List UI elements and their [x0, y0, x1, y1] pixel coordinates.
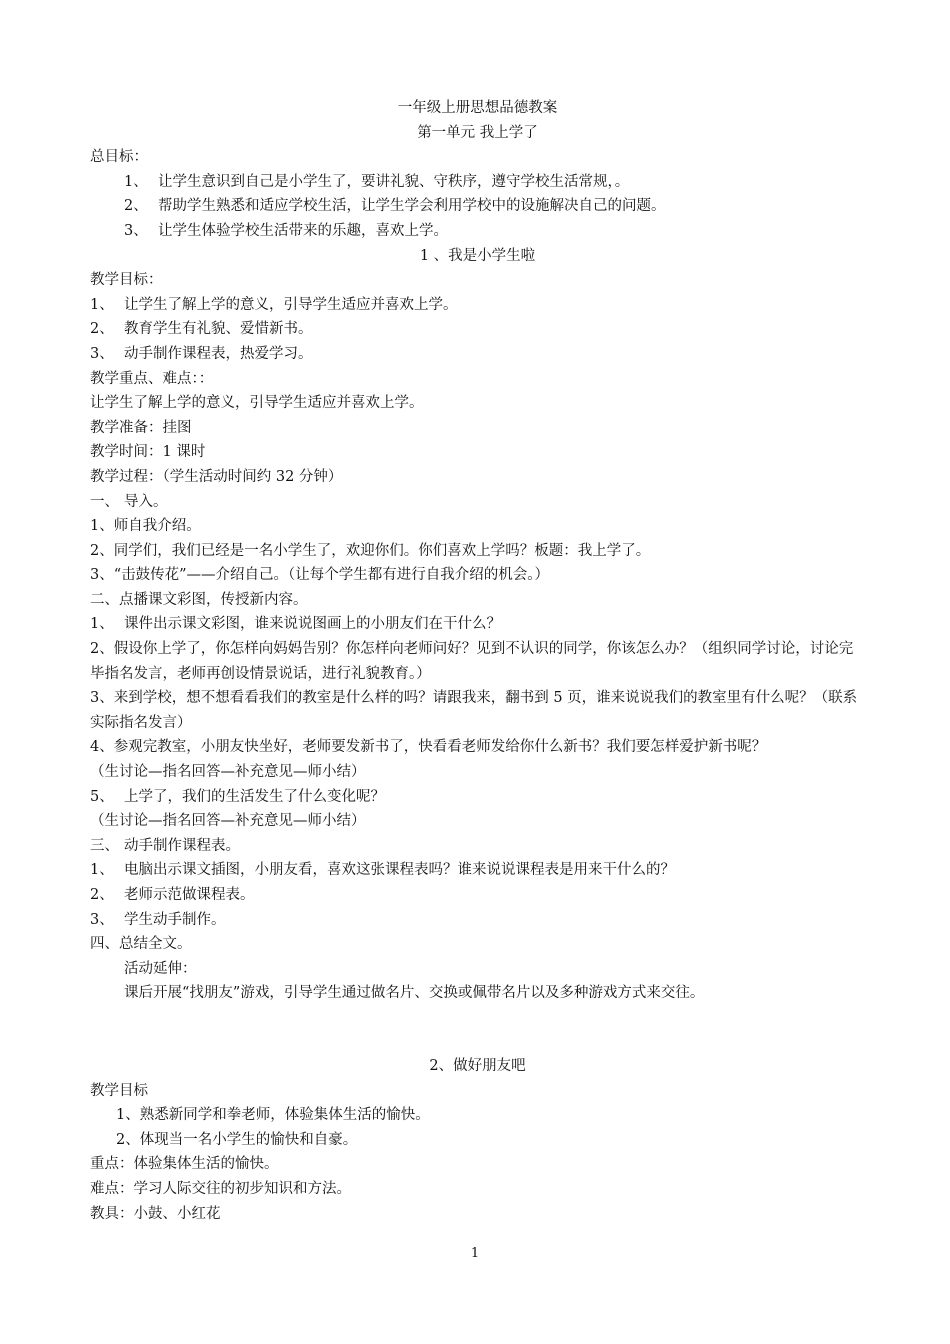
item-text: 让学生体验学校生活带来的乐趣，喜欢上学。	[158, 222, 448, 239]
extension-label: 活动延伸：	[124, 960, 197, 977]
item-number: 3、	[124, 222, 148, 239]
section-heading: 二、点播课文彩图，传授新内容。	[90, 591, 308, 608]
lesson1-goal-label: 教学目标：	[90, 272, 163, 289]
item-text: 教育学生有礼貌、爱惜新书。	[124, 321, 313, 338]
list-item: 2、假设你上学了，你怎样向妈妈告别？你怎样向老师问好？见到不认识的同学，你该怎么办？（组织同学讨论，讨论完毕指名发言，老师再创设情景说话，进行礼貌教育。）	[90, 641, 854, 682]
item-text: 动手制作课程表，热爱学习。	[124, 345, 313, 362]
lesson2-tools: 教具：小鼓、小红花	[90, 1205, 221, 1222]
teaching-time: 教学时间：1 课时	[90, 444, 206, 461]
lesson2-difficulty: 难点：学习人际交往的初步知识和方法。	[90, 1180, 351, 1197]
list-item: 3、“击鼓传花”——介绍自己。（让每个学生都有进行自我介绍的机会。）	[90, 567, 550, 584]
section-spacer	[90, 1006, 865, 1054]
item-number: 1、	[90, 296, 114, 313]
list-item	[90, 858, 865, 883]
item-number: 3、	[90, 345, 114, 362]
document-body	[90, 96, 865, 1226]
list-item: 1、师自我介绍。	[90, 518, 201, 535]
lesson1-goal-item	[90, 342, 865, 367]
list-item	[90, 908, 865, 933]
item-number: 1、	[90, 862, 114, 879]
key-points-label: 教学重点、难点：：	[90, 370, 214, 387]
lesson2-goal-label: 教学目标	[90, 1082, 148, 1099]
overall-goal-item	[90, 219, 865, 244]
document-title: 一年级上册思想品德教案	[397, 100, 558, 116]
section-number: 一、	[90, 493, 119, 510]
item-text: 学生动手制作。	[124, 911, 226, 928]
item-number: 2、	[124, 198, 148, 215]
teaching-preparation: 教学准备：挂图	[90, 419, 192, 436]
item-text: 老师示范做课程表。	[124, 887, 255, 903]
list-item	[90, 883, 865, 908]
section-heading	[90, 490, 865, 515]
overall-goal-item	[90, 194, 865, 219]
lesson2-title: 2、做好朋友吧	[429, 1057, 526, 1074]
lesson2-goal-item: 1、熟悉新同学和拳老师，体验集体生活的愉快。	[116, 1107, 430, 1124]
list-item	[90, 785, 865, 810]
lesson1-title: 1 、我是小学生啦	[419, 247, 536, 264]
item-text: 让学生了解上学的意义，引导学生适应并喜欢上学。	[124, 296, 458, 313]
list-item: 4、参观完教室，小朋友快坐好，老师要发新书了，快看看老师发给你什么新书？我们要怎样爱护新书呢？	[90, 739, 767, 756]
lesson1-goal-item	[90, 293, 865, 318]
key-points-text: 让学生了解上学的意义，引导学生适应并喜欢上学。	[90, 395, 424, 412]
item-text: 上学了，我们的生活发生了什么变化呢？	[124, 788, 385, 805]
section-number: 三、	[90, 837, 119, 854]
overall-goal-item	[90, 170, 865, 195]
teaching-process: 教学过程：（学生活动时间约 32 分钟）	[90, 468, 343, 485]
item-text: 电脑出示课文插图，小朋友看，喜欢这张课程表吗？谁来说说课程表是用来干什么的？	[124, 862, 675, 879]
item-text: 帮助学生熟悉和适应学校生活，让学生学会利用学校中的设施解决自己的问题。	[158, 198, 666, 215]
lesson1-goal-item	[90, 317, 865, 342]
list-item: 3、来到学校，想不想看看我们的教室是什么样的吗？请跟我来，翻书到 5 页，谁来说说我们的教室里有什么呢？（联系实际指名发言）	[90, 690, 858, 731]
section-text: 导入。	[124, 493, 168, 510]
list-item-note: （生讨论—指名回答—补充意见—师小结）	[90, 813, 366, 830]
section-text: 动手制作课程表。	[124, 837, 240, 854]
extension-text: 课后开展“找朋友”游戏，引导学生通过做名片、交换或佩带名片以及多种游戏方式来交往。	[124, 985, 705, 1002]
list-item: 2、同学们，我们已经是一名小学生了，欢迎你们。你们喜欢上学吗？板题：我上学了。	[90, 542, 651, 559]
item-number: 2、	[90, 321, 114, 338]
lesson2-goal-item: 2、体现当一名小学生的愉快和自豪。	[116, 1131, 358, 1148]
list-item	[90, 612, 865, 637]
page-number: 1	[470, 1246, 480, 1261]
overall-goal-label: 总目标：	[90, 149, 148, 166]
item-text: 让学生意识到自己是小学生了，要讲礼貌、守秩序，遵守学校生活常规，。	[158, 173, 630, 190]
lesson2-focus: 重点：体验集体生活的愉快。	[90, 1156, 279, 1173]
list-item-note: （生讨论—指名回答—补充意见—师小结）	[90, 764, 366, 781]
item-number: 2、	[90, 887, 114, 903]
item-number: 5、	[90, 788, 114, 805]
item-number: 1、	[124, 173, 148, 190]
unit-title: 第一单元 我上学了	[417, 124, 538, 141]
section-heading	[90, 834, 865, 859]
item-number: 1、	[90, 616, 114, 633]
section-heading: 四、总结全文。	[90, 936, 192, 953]
item-number: 3、	[90, 911, 114, 928]
item-text: 课件出示课文彩图，谁来说说图画上的小朋友们在干什么？	[124, 616, 501, 633]
